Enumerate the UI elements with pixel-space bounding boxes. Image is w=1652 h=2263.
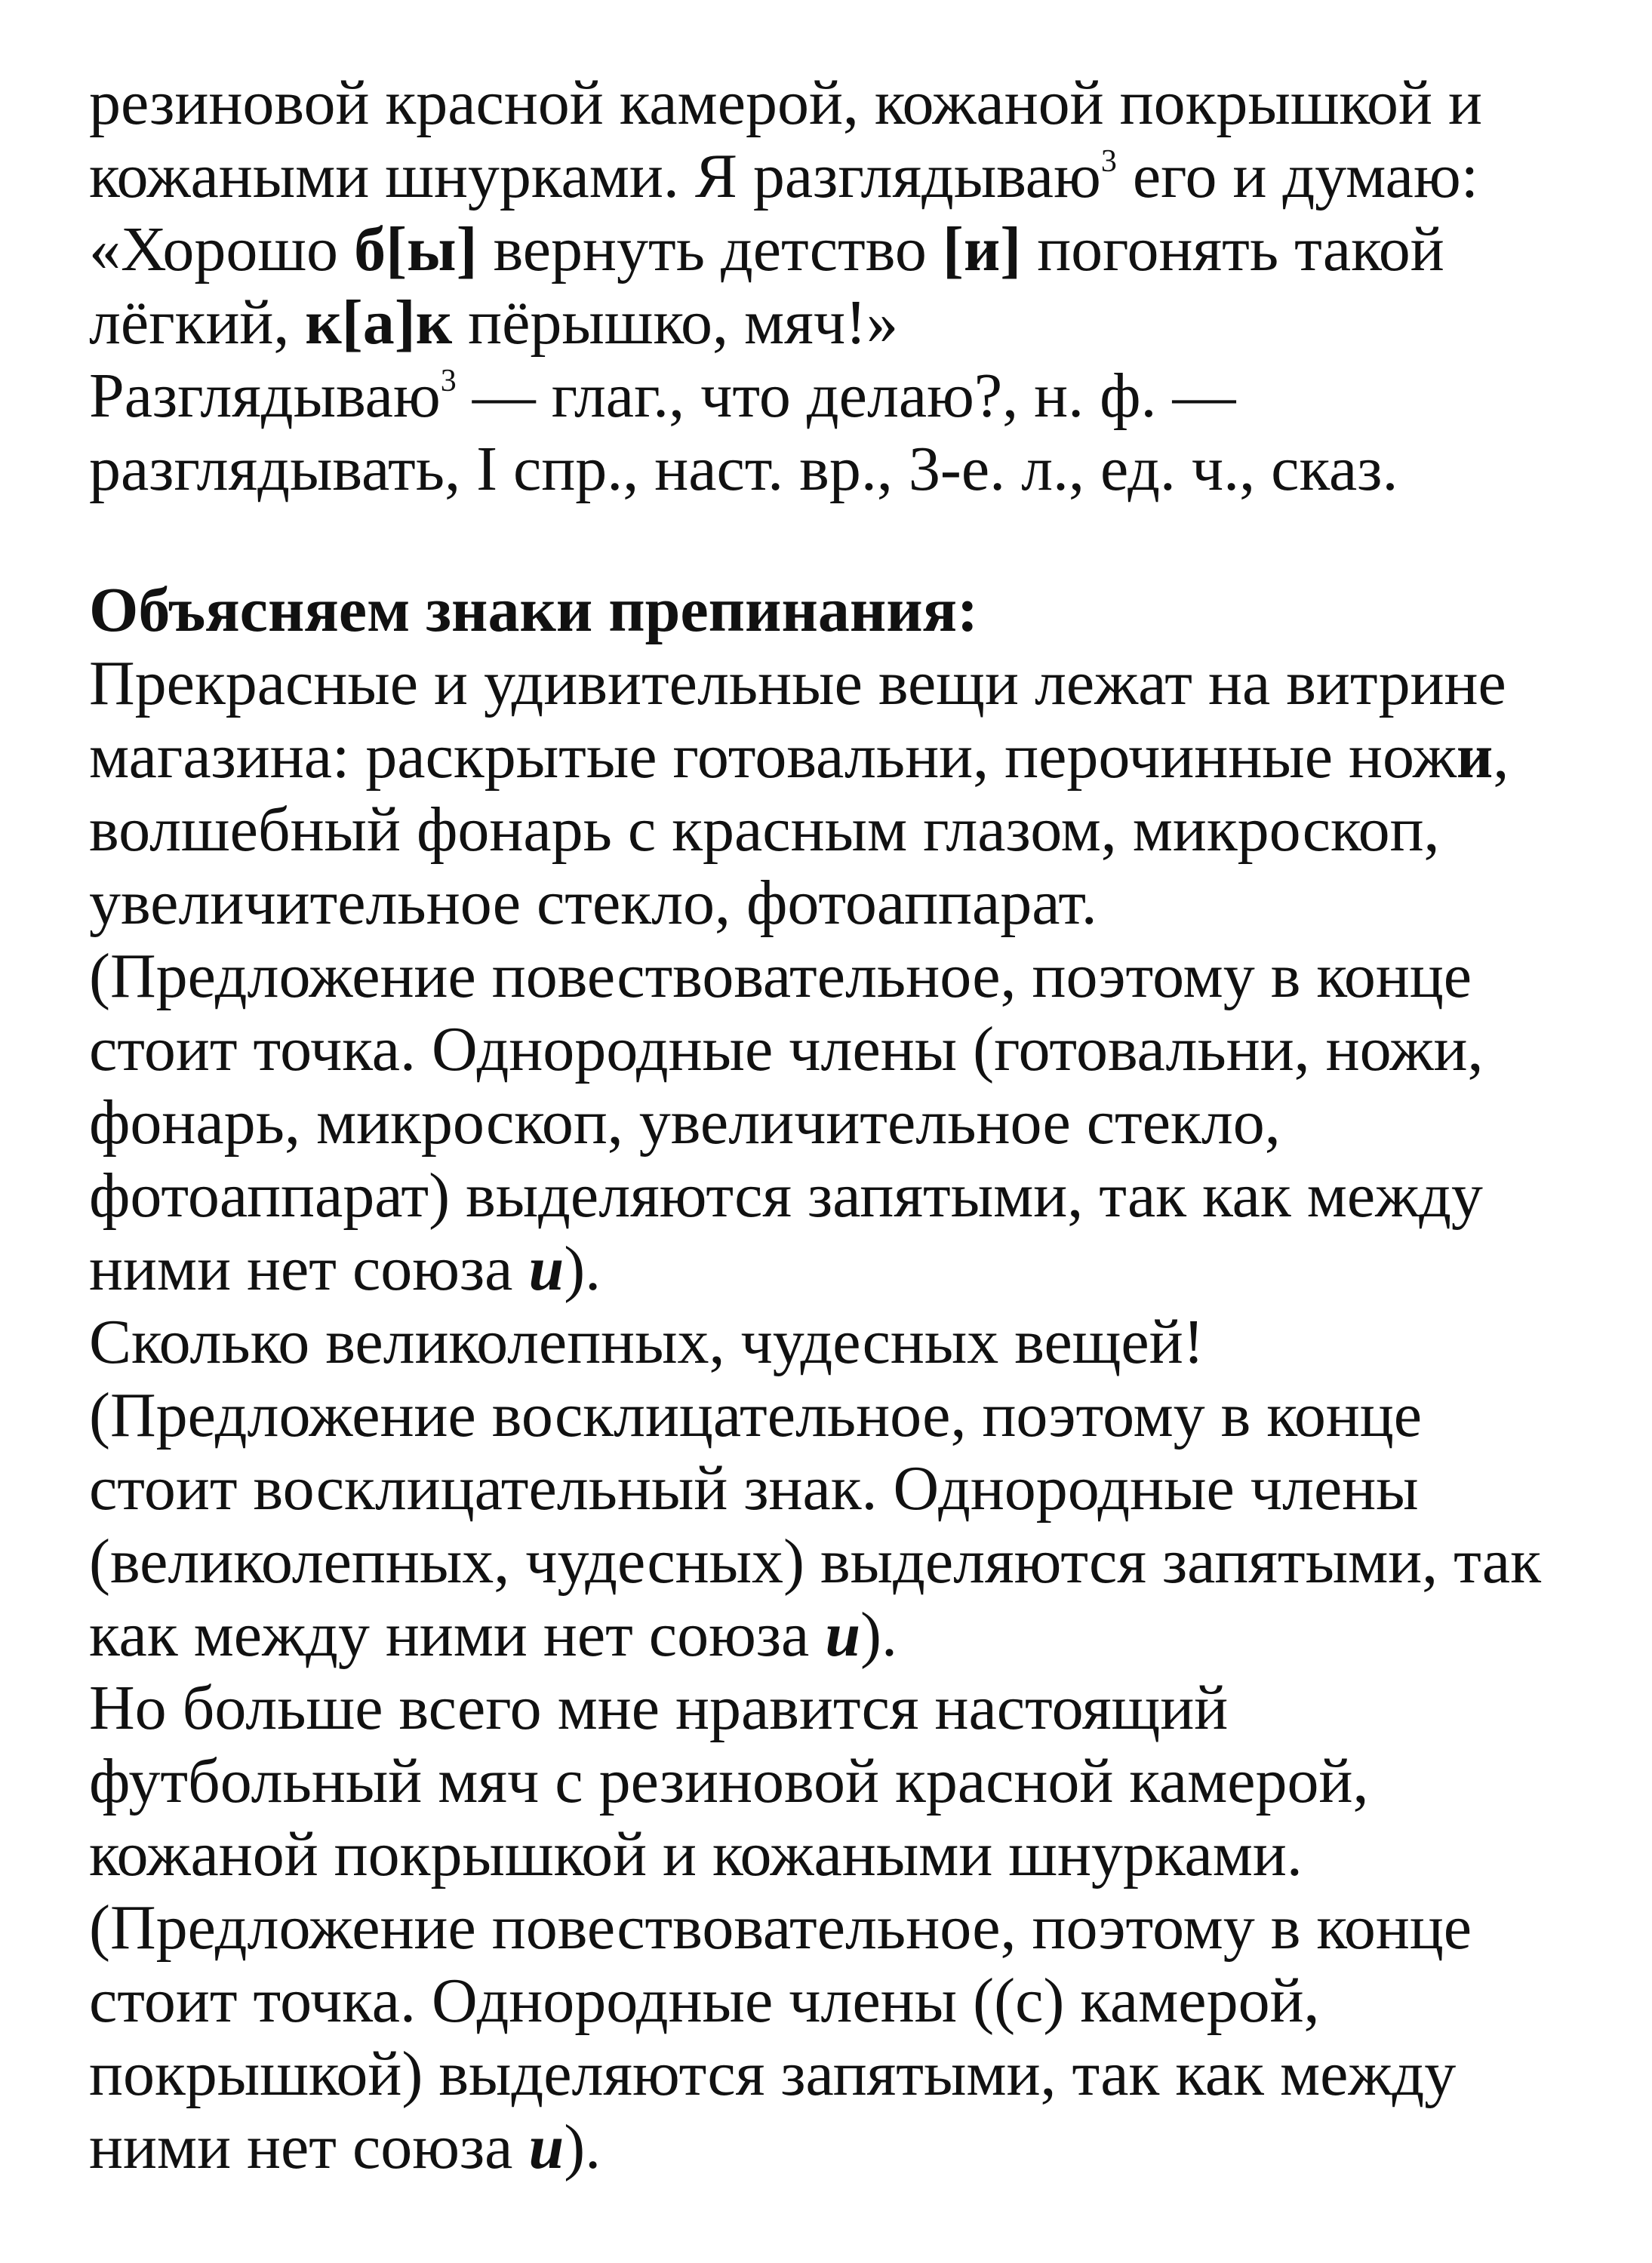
text-line: кожаной покрышкой и кожаными шнурками. (89, 1819, 1303, 1889)
text-run: магазина: раскрытые готовальни, перочинные нож (89, 721, 1457, 792)
explanation (89, 1379, 1606, 1671)
italic-run: и (528, 2112, 565, 2182)
section-heading: Объясняем знаки препинания: (89, 575, 979, 645)
footnote-marker: 3 (440, 364, 457, 398)
text-run: Разглядываю (89, 361, 441, 431)
text-line (89, 213, 1606, 286)
text-line (89, 1232, 1606, 1305)
text-line: фонарь, микроскоп, увеличительное стекло, (89, 1087, 1281, 1158)
example-sentence (89, 1671, 1606, 1891)
explanation (89, 1891, 1606, 2184)
text-line: футбольный мяч с резиновой красной камерой, (89, 1746, 1369, 1816)
text-run: кожаными шнурками. Я разглядываю (89, 141, 1101, 211)
text-line (89, 1598, 1606, 1671)
bold-run: к[а]к (305, 287, 453, 358)
text-line: увеличительное стекло, фотоаппарат. (89, 868, 1097, 938)
text-line (89, 720, 1606, 793)
text-line (89, 359, 1606, 432)
text-line: волшебный фонарь с красным глазом, микроскоп, (89, 795, 1440, 865)
footnote-marker: 3 (1100, 144, 1117, 179)
bold-run: б[ы] (354, 214, 478, 284)
text-line: (Предложение повествовательное, поэтому в конце (89, 1892, 1472, 1963)
text-run: «Хорошо (89, 214, 355, 284)
bold-run: и (1456, 721, 1494, 792)
text-line: (великолепных, чудесных) выделяются запятыми, так (89, 1527, 1542, 1597)
text-line: Но больше всего мне нравится настоящий (89, 1673, 1229, 1743)
text-line: Прекрасные и удивительные вещи лежат на витрине (89, 648, 1506, 718)
text-run: ними нет союза (89, 1234, 529, 1304)
text-line: резиновой красной камерой, кожаной покрышкой и (89, 68, 1482, 138)
text-run: вернуть детство (477, 214, 943, 284)
example-sentence (89, 1305, 1606, 1379)
text-line (89, 140, 1606, 213)
sentence-block (89, 66, 1606, 359)
morphological-analysis (89, 359, 1606, 506)
text-line: (Предложение восклицательное, поэтому в конце (89, 1380, 1423, 1450)
text-line: разглядывать, I спр., наст. вр., 3-е. л., ед. ч., сказ. (89, 434, 1398, 504)
text-line: стоит точка. Однородные члены ((с) камерой, (89, 1966, 1320, 2036)
text-run: , (1493, 721, 1509, 792)
text-run: ними нет союза (89, 2112, 529, 2182)
text-line: (Предложение повествовательное, поэтому в конце (89, 941, 1472, 1011)
text-run: лёгкий, (89, 287, 306, 358)
text-run: как между ними нет союза (89, 1600, 826, 1670)
text-run: пёрышко, мяч!» (452, 287, 899, 358)
text-line: покрышкой) выделяются запятыми, так как между (89, 2039, 1457, 2109)
text-run: ). (564, 1234, 601, 1304)
text-run: ). (860, 1600, 898, 1670)
text-line (89, 286, 1606, 359)
text-run: — глаг., что делаю?, н. ф. — (456, 361, 1236, 431)
text-run: его и думаю: (1116, 141, 1479, 211)
example-sentence (89, 647, 1606, 939)
bold-run: [и] (942, 214, 1022, 284)
text-line: Сколько великолепных, чудесных вещей! (89, 1307, 1204, 1377)
text-line (89, 2111, 1606, 2184)
document-page (89, 66, 1606, 2184)
text-run: ). (564, 2112, 601, 2182)
text-run: погонять такой (1021, 214, 1444, 284)
text-line: стоит точка. Однородные члены (готовальни, ножи, (89, 1014, 1484, 1084)
italic-run: и (825, 1600, 861, 1670)
explanation (89, 939, 1606, 1305)
text-line: стоит восклицательный знак. Однородные члены (89, 1453, 1419, 1524)
italic-run: и (528, 1234, 565, 1304)
text-line: фотоаппарат) выделяются запятыми, так как между (89, 1161, 1483, 1231)
